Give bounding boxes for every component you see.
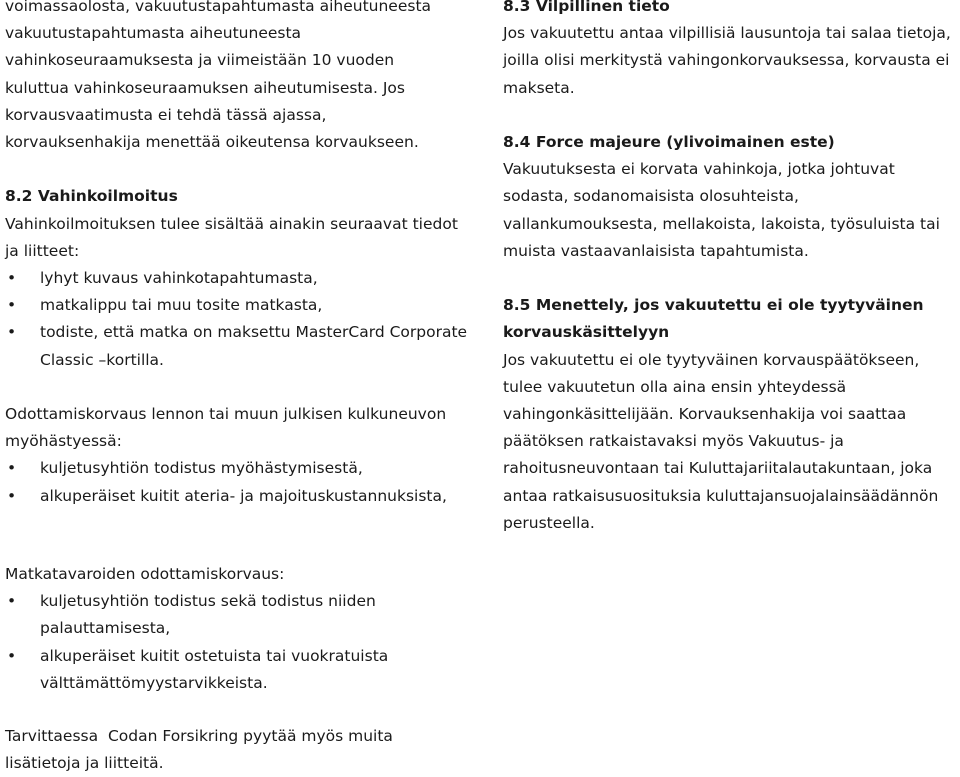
left-column	[5, 0, 475, 510]
footer-note: Tarvittaessa Codan Forsikring pyytää myös muita lisätietoja ja liitteitä.	[5, 727, 398, 773]
section-body-8-4: Vakuutuksesta ei korvata vahinkoja, jotka johtuvat sodasta, sodanomaisista olosuhteista, vallankumouksesta, mellakoista, lakoista, työsuluista tai muista vastaavanlaisista tapahtumista.	[503, 160, 940, 260]
intro-line: korvauksenhakija menettää oikeutensa korvaukseen.	[5, 133, 419, 152]
right-column	[503, 0, 958, 537]
delay-compensation-intro: Odottamiskorvaus lennon tai muun julkisen kulkuneuvon myöhästyessä:	[5, 405, 447, 451]
intro-line: vakuutustapahtumasta aiheutuneesta	[5, 24, 302, 43]
section-heading-8-5: 8.5 Menettely, jos vakuutettu ei ole tyytyväinen korvauskäsittelyyn	[503, 296, 924, 342]
section-body-8-3: Jos vakuutettu antaa vilpillisiä lausuntoja tai salaa tietoja, joilla olisi merkitystä vahingonkorvauksessa, korvausta ei makseta.	[503, 24, 951, 97]
list-item: • lyhyt kuvaus vahinkotapahtumasta,	[5, 265, 475, 292]
intro-paragraph	[5, 0, 475, 156]
claim-attachments-list	[5, 265, 475, 374]
intro-line: vahinkoseuraamuksesta ja viimeistään 10 vuoden	[5, 51, 395, 70]
section-body-8-2: Vahinkoilmoituksen tulee sisältää ainakin seuraavat tiedot ja liitteet:	[5, 214, 458, 260]
list-item: • kuljetusyhtiön todistus myöhästymisestä,	[5, 455, 475, 482]
list-item: • alkuperäiset kuitit ateria- ja majoituskustannuksista,	[5, 483, 475, 510]
delay-compensation-list	[5, 455, 475, 509]
list-item: • matkalippu tai muu tosite matkasta,	[5, 292, 475, 319]
section-heading-8-4: 8.4 Force majeure (ylivoimainen este)	[503, 133, 835, 151]
intro-line: kuluttua vahinkoseuraamuksen aiheutumisesta. Jos	[5, 78, 405, 97]
luggage-section	[5, 561, 945, 697]
list-item: • alkuperäiset kuitit ostetuista tai vuokratuista välttämättömyystarvikkeista.	[5, 643, 445, 697]
luggage-compensation-intro: Matkatavaroiden odottamiskorvaus:	[5, 565, 285, 583]
section-body-8-5: Jos vakuutettu ei ole tyytyväinen korvauspäätökseen, tulee vakuutetun olla aina ensin yhteydessä vahingonkäsittelijään. Korvauksenhakija voi saattaa päätöksen ratkaistavaksi myös Vakuutus- ja rahoitusneuvontaan tai Kuluttajariitalautakuntaan, joka antaa ratkaisusuosituksia kuluttajansuojalainsäädännön perusteella.	[503, 350, 939, 532]
section-heading-8-3: 8.3 Vilpillinen tieto	[503, 0, 670, 15]
list-item: • kuljetusyhtiön todistus sekä todistus niiden palauttamisesta,	[5, 588, 445, 642]
intro-line: voimassaolosta, vakuutustapahtumasta aiheutuneesta	[5, 0, 432, 15]
intro-line: korvausvaatimusta ei tehdä tässä ajassa,	[5, 105, 327, 124]
footer-note-section	[5, 723, 455, 777]
luggage-compensation-list	[5, 588, 445, 697]
section-heading-8-2: 8.2 Vahinkoilmoitus	[5, 187, 178, 206]
list-item: • todiste, että matka on maksettu MasterCard Corporate Classic –kortilla.	[5, 319, 475, 373]
